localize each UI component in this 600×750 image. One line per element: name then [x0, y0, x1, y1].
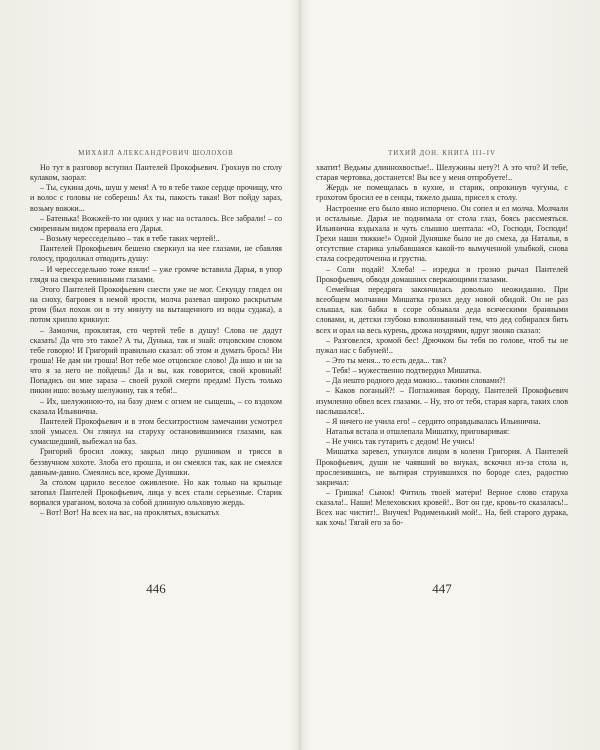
- paragraph: – Тебя! – мужественно подтвердил Мишатка.: [326, 366, 482, 376]
- paragraph: Жердь не помещалась в кухне, и старик, опрокинув чугуны, с грохотом бросил ее в сенцы, тяжело дыша, присел к столу.: [316, 183, 568, 203]
- left-page-text: [30, 163, 282, 518]
- paragraph: – Замолчи, проклятая, сто чертей тебе в душу! Слова не дадут сказать! Да что это такое? А ты, Дунька, так и знай: отцовским словом тебе говорю! И Григорий правильно сказал: об этом и думать брось! Ни гроша! Не дам ни гроша! Вот тебе мое отцовское слово! Да ишо и ни за что я за него не пойдешь! Да и вы, как говорится, свой кровный! Попадись он мне зараза ‒ своей рукой смерти предам! Пусть только пикни ишо: возьму шелужину, так я тебя!..: [30, 325, 282, 396]
- paragraph: – Каков поганый?! – Поглаживая бороду, Пантелей Прокофьевич изумленно обвел всех глазами. – Ну, это от тебя, старая карга, таких слов наслышался!..: [316, 386, 568, 416]
- left-running-head: МИХАИЛ АЛЕКСАНДРОВИЧ ШОЛОХОВ: [78, 150, 234, 157]
- paragraph: – Соли подай! Хлеба! – изредка и грозно рычал Пантелей Прокофьевич, обводя домашних сверкающими глазами.: [316, 264, 568, 284]
- left-page: [30, 150, 282, 518]
- paragraph: Мишатка заревел, уткнулся лицом в колени Григория. А Пантелей Прокофьевич, души не чаявший во внуках, вскочил из-за стола и, прослезившись, не вытирая струившихся по бороде слез, радостно закричал:: [316, 447, 568, 487]
- page-gutter: [298, 0, 302, 750]
- paragraph: – Их, шелужиною-то, на базу днем с огнем не сыщешь, – со вздохом сказала Ильинична.: [30, 396, 282, 416]
- left-page-number: 446: [146, 581, 166, 596]
- right-running-head: ТИХИЙ ДОН. КНИГА III–IV: [388, 150, 496, 157]
- paragraph: Григорий бросил ложку, закрыл лицо рушником и трясся в беззвучном хохоте. Злоба его прошла, и он смеялся так, как не смеялся давным-давно. Смеялись все, кроме Дуняшки.: [30, 447, 282, 477]
- paragraph: – Вот! Вот! На всех на вас, на проклятых, взыскатьх: [40, 508, 220, 518]
- paragraph: – Не учись так гутарить с дедом! Не учись!: [326, 437, 475, 447]
- paragraph: – Разговелся, хромой бес! Дрючком бы тебя по голове, чтоб ты не пужал нас с бабуней!..: [316, 335, 568, 355]
- right-page-text: [316, 163, 568, 529]
- paragraph: За столом царило веселое оживление. Но как только на крыльце затопал Пантелей Прокофьевич, лица у всех стали серьезные. Старик ворвался ураганом, волоча за собой длинную ольховую жердь.: [30, 477, 282, 508]
- paragraph: – И чересседельню тоже взяли! – уже громче вставила Дарья, в упор глядя на свекра невинными глазами.: [30, 264, 282, 284]
- paragraph: – Это ты меня... то есть деда... так?: [326, 355, 447, 365]
- paragraph: Пантелей Прокофьевич бешено сверкнул на нее глазами, не сбавляя голосу, продолжал отводить душу:: [30, 244, 282, 264]
- paragraph: Пантелей Прокофьевич и в этом бесхитростном замечании усмотрел злой умысел. Он глянул на старуху остановившимися глазами, как сумасшедший, выбежал на баз.: [30, 416, 282, 447]
- paragraph: Настроение его было явно испорчено. Он сопел и ел молча. Молчали и остальные. Дарья не поднимала от стола глаз, боясь рассмеяться. Ильинична вздыхала и чуть слышно шептала: «О, Господи, Господи! Грехи наши тяжкие!» Одной Дуняшке было не до смеха, да Наталья, в отсутствие старика улыбавшаяся какой-то вымученной улыбкой, снова стала сосредоточенна и грустна.: [316, 203, 568, 264]
- paragraph: – Да нешто родного деда можно... такими словами?!: [326, 376, 506, 386]
- paragraph: Семейная передряга закончилась довольно неожиданно. При всеобщем молчании Мишатка грозил деду новой обидой. Он не раз слышал, как бабка в ссоре обзывала деда всяческими бранными словами, и, детски глубоко взволнованный тем, что дед собирался бить всех и орал на весь курень, дрожа ноздрями, вдруг звонко сказал:: [316, 284, 568, 335]
- paragraph: – Гришка! Сынок! Фитиль твоей матери! Верное слово старуха сказала!.. Наши! Мелеховских кровей!.. Вот он где, кровь-то сказалась!.. Всех нас чистит!.. Внучек! Родименький мой!.. На, бей старого дурака, как хочь! Тягай его за бо-: [316, 488, 568, 528]
- paragraph: Этого Пантелей Прокофьевич снести уже не мог. Секунду глядел он на сноху, багровея в немой ярости, молча разевал широко раскрытым ртом (был похож он в эту минуту на вытащенного из воды судака), а потом хрипло крикнул:: [30, 284, 282, 325]
- paragraph: – Возьму чересседельню – так я тебе таких чертей!..: [40, 234, 220, 244]
- right-page-number: 447: [432, 581, 452, 596]
- paragraph: Но тут в разговор вступил Пантелей Прокофьевич. Грохнув по столу кулаком, заорал:: [30, 163, 282, 183]
- paragraph: – Я ничего не учила его! – сердито оправдывалась Ильинична.: [326, 416, 541, 426]
- paragraph: Наталья встала и отшлепала Мишатку, приговаривая:: [326, 427, 510, 437]
- paragraph: хватит! Ведьмы длиннохвостые!.. Шелужины нету?! А это что? И тебе, старая чертовка, достанется! Вы все у меня отпробуете!..: [316, 163, 568, 183]
- paragraph: – Ты, сукина дочь, шуш у меня! А то я тебе такое сердце прочищу, что и волос с головы не соберешь! Ах ты, пакость такая! Вот пойду зараз, возьму вожжи...: [30, 183, 282, 213]
- right-page: [316, 150, 568, 529]
- paragraph: – Батенька! Вожжей-то ни одних у нас на осталось. Все забрали! – со смиренным видом прервала его Дарья.: [30, 213, 282, 233]
